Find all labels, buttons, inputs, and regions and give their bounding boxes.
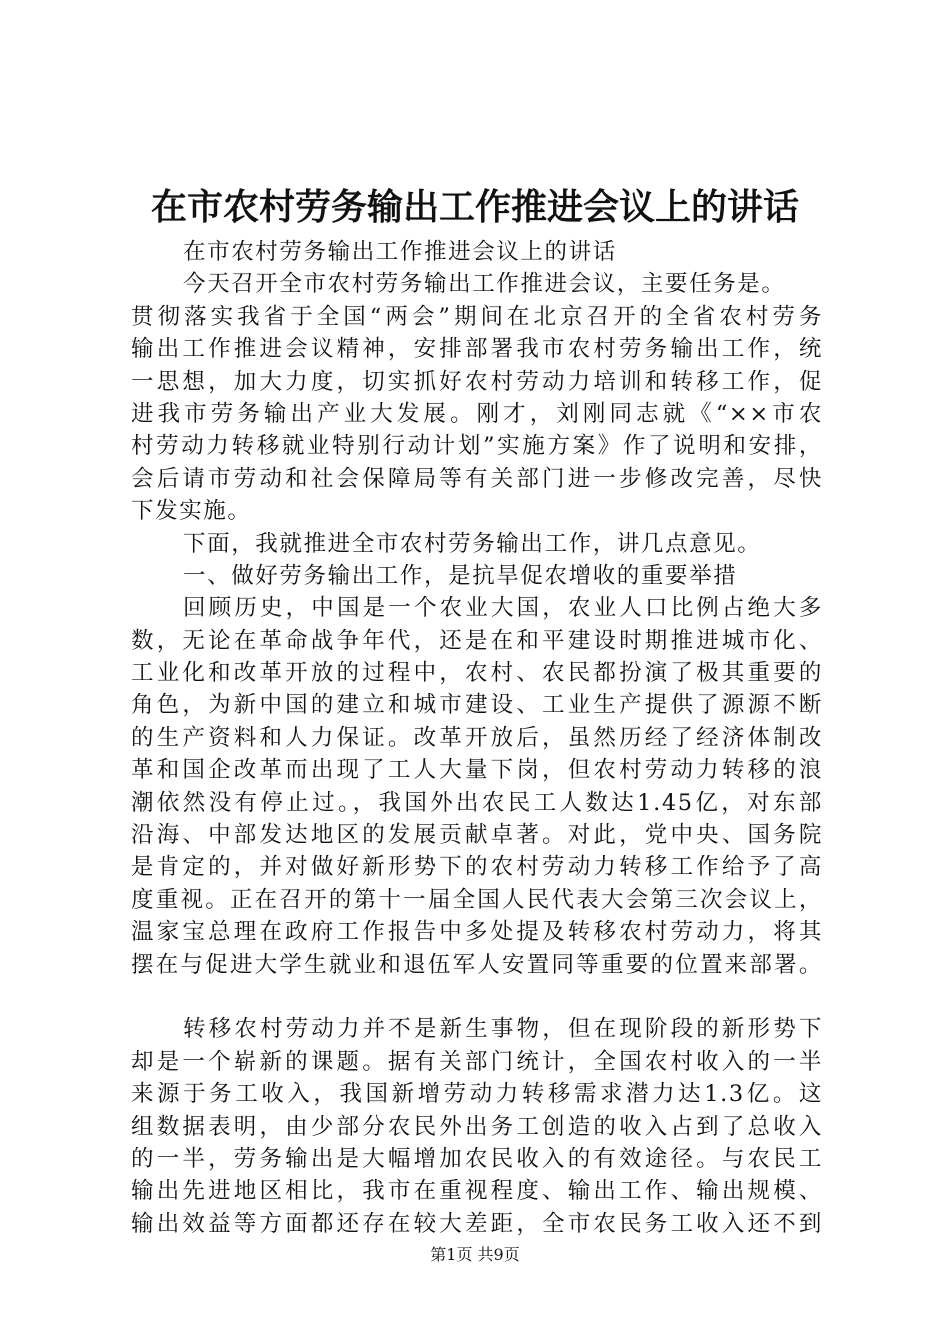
paragraph-line: 一思想，加大力度，切实抓好农村劳动力培训和转移工作，促	[131, 368, 823, 395]
paragraph-line: 工业化和改革开放的过程中，农村、农民都扮演了极其重要的	[131, 660, 823, 687]
paragraph-line: 贯彻落实我省于全国“两会”期间在北京召开的全省农村劳务	[131, 303, 823, 330]
paragraph-line: 却是一个崭新的课题。据有关部门统计，全国农村收入的一半	[131, 1048, 823, 1075]
paragraph-line: 会后请市劳动和社会保障局等有关部门进一步修改完善，尽快	[131, 465, 823, 492]
paragraph-line: 进我市劳务输出产业大发展。刚才，刘刚同志就《“××市农	[131, 400, 823, 427]
paragraph-line: 潮依然没有停止过。，我国外出农民工人数达1.45亿，对东部	[131, 789, 823, 816]
paragraph-line: 温家宝总理在政府工作报告中多处提及转移农村劳动力，将其	[131, 919, 823, 946]
paragraph-line: 组数据表明，由少部分农民外出务工创造的收入占到了总收入	[131, 1113, 823, 1140]
paragraph-line: 今天召开全市农村劳务输出工作推进会议，主要任务是。	[183, 271, 786, 298]
paragraph-line: 是肯定的，并对做好新形势下的农村劳动力转移工作给予了高	[131, 854, 823, 881]
section-heading: 一、做好劳务输出工作，是抗旱促农增收的重要举措	[183, 562, 738, 589]
paragraph-line: 下面，我就推进全市农村劳务输出工作，讲几点意见。	[183, 530, 762, 557]
paragraph-gap	[131, 981, 823, 1013]
paragraph-line: 来源于务工收入，我国新增劳动力转移需求潜力达1.3亿。这	[131, 1081, 823, 1108]
paragraph-line: 在市农村劳务输出工作推进会议上的讲话	[183, 239, 617, 265]
paragraph-line: 角色，为新中国的建立和城市建设、工业生产提供了源源不断	[131, 692, 823, 719]
page-title: 在市农村劳务输出工作推进会议上的讲话	[150, 187, 799, 228]
paragraph-line: 村劳动力转移就业特别行动计划”实施方案》作了说明和安排，	[131, 433, 823, 460]
paragraph-line: 沿海、中部发达地区的发展贡献卓著。对此，党中央、国务院	[131, 822, 823, 849]
page-footer: 第1页 共9页	[430, 1245, 520, 1264]
paragraph-line: 输出先进地区相比，我市在重视程度、输出工作、输出规模、	[131, 1178, 823, 1205]
paragraph-line: 转移农村劳动力并不是新生事物，但在现阶段的新形势下	[183, 1016, 823, 1043]
paragraph-line: 下发实施。	[131, 498, 252, 525]
document-body	[131, 236, 823, 1240]
paragraph-line: 革和国企改革而出现了工人大量下岗，但农村劳动力转移的浪	[131, 757, 823, 784]
paragraph-line: 的一半，劳务输出是大幅增加农民收入的有效途径。与农民工	[131, 1145, 823, 1172]
paragraph-line: 数，无论在革命战争年代，还是在和平建设时期推进城市化、	[131, 627, 823, 654]
paragraph-line: 输出工作推进会议精神，安排部署我市农村劳务输出工作，统	[131, 336, 823, 363]
paragraph-line: 的生产资料和人力保证。改革开放后，虽然历经了经济体制改	[131, 724, 823, 751]
paragraph-line: 摆在与促进大学生就业和退伍军人安置同等重要的位置来部署。	[131, 951, 823, 978]
paragraph-line: 回顾历史，中国是一个农业大国，农业人口比例占绝大多	[183, 595, 823, 622]
paragraph-line: 度重视。正在召开的第十一届全国人民代表大会第三次会议上，	[131, 886, 823, 913]
paragraph-line: 输出效益等方面都还存在较大差距，全市农民务工收入还不到	[131, 1210, 823, 1237]
